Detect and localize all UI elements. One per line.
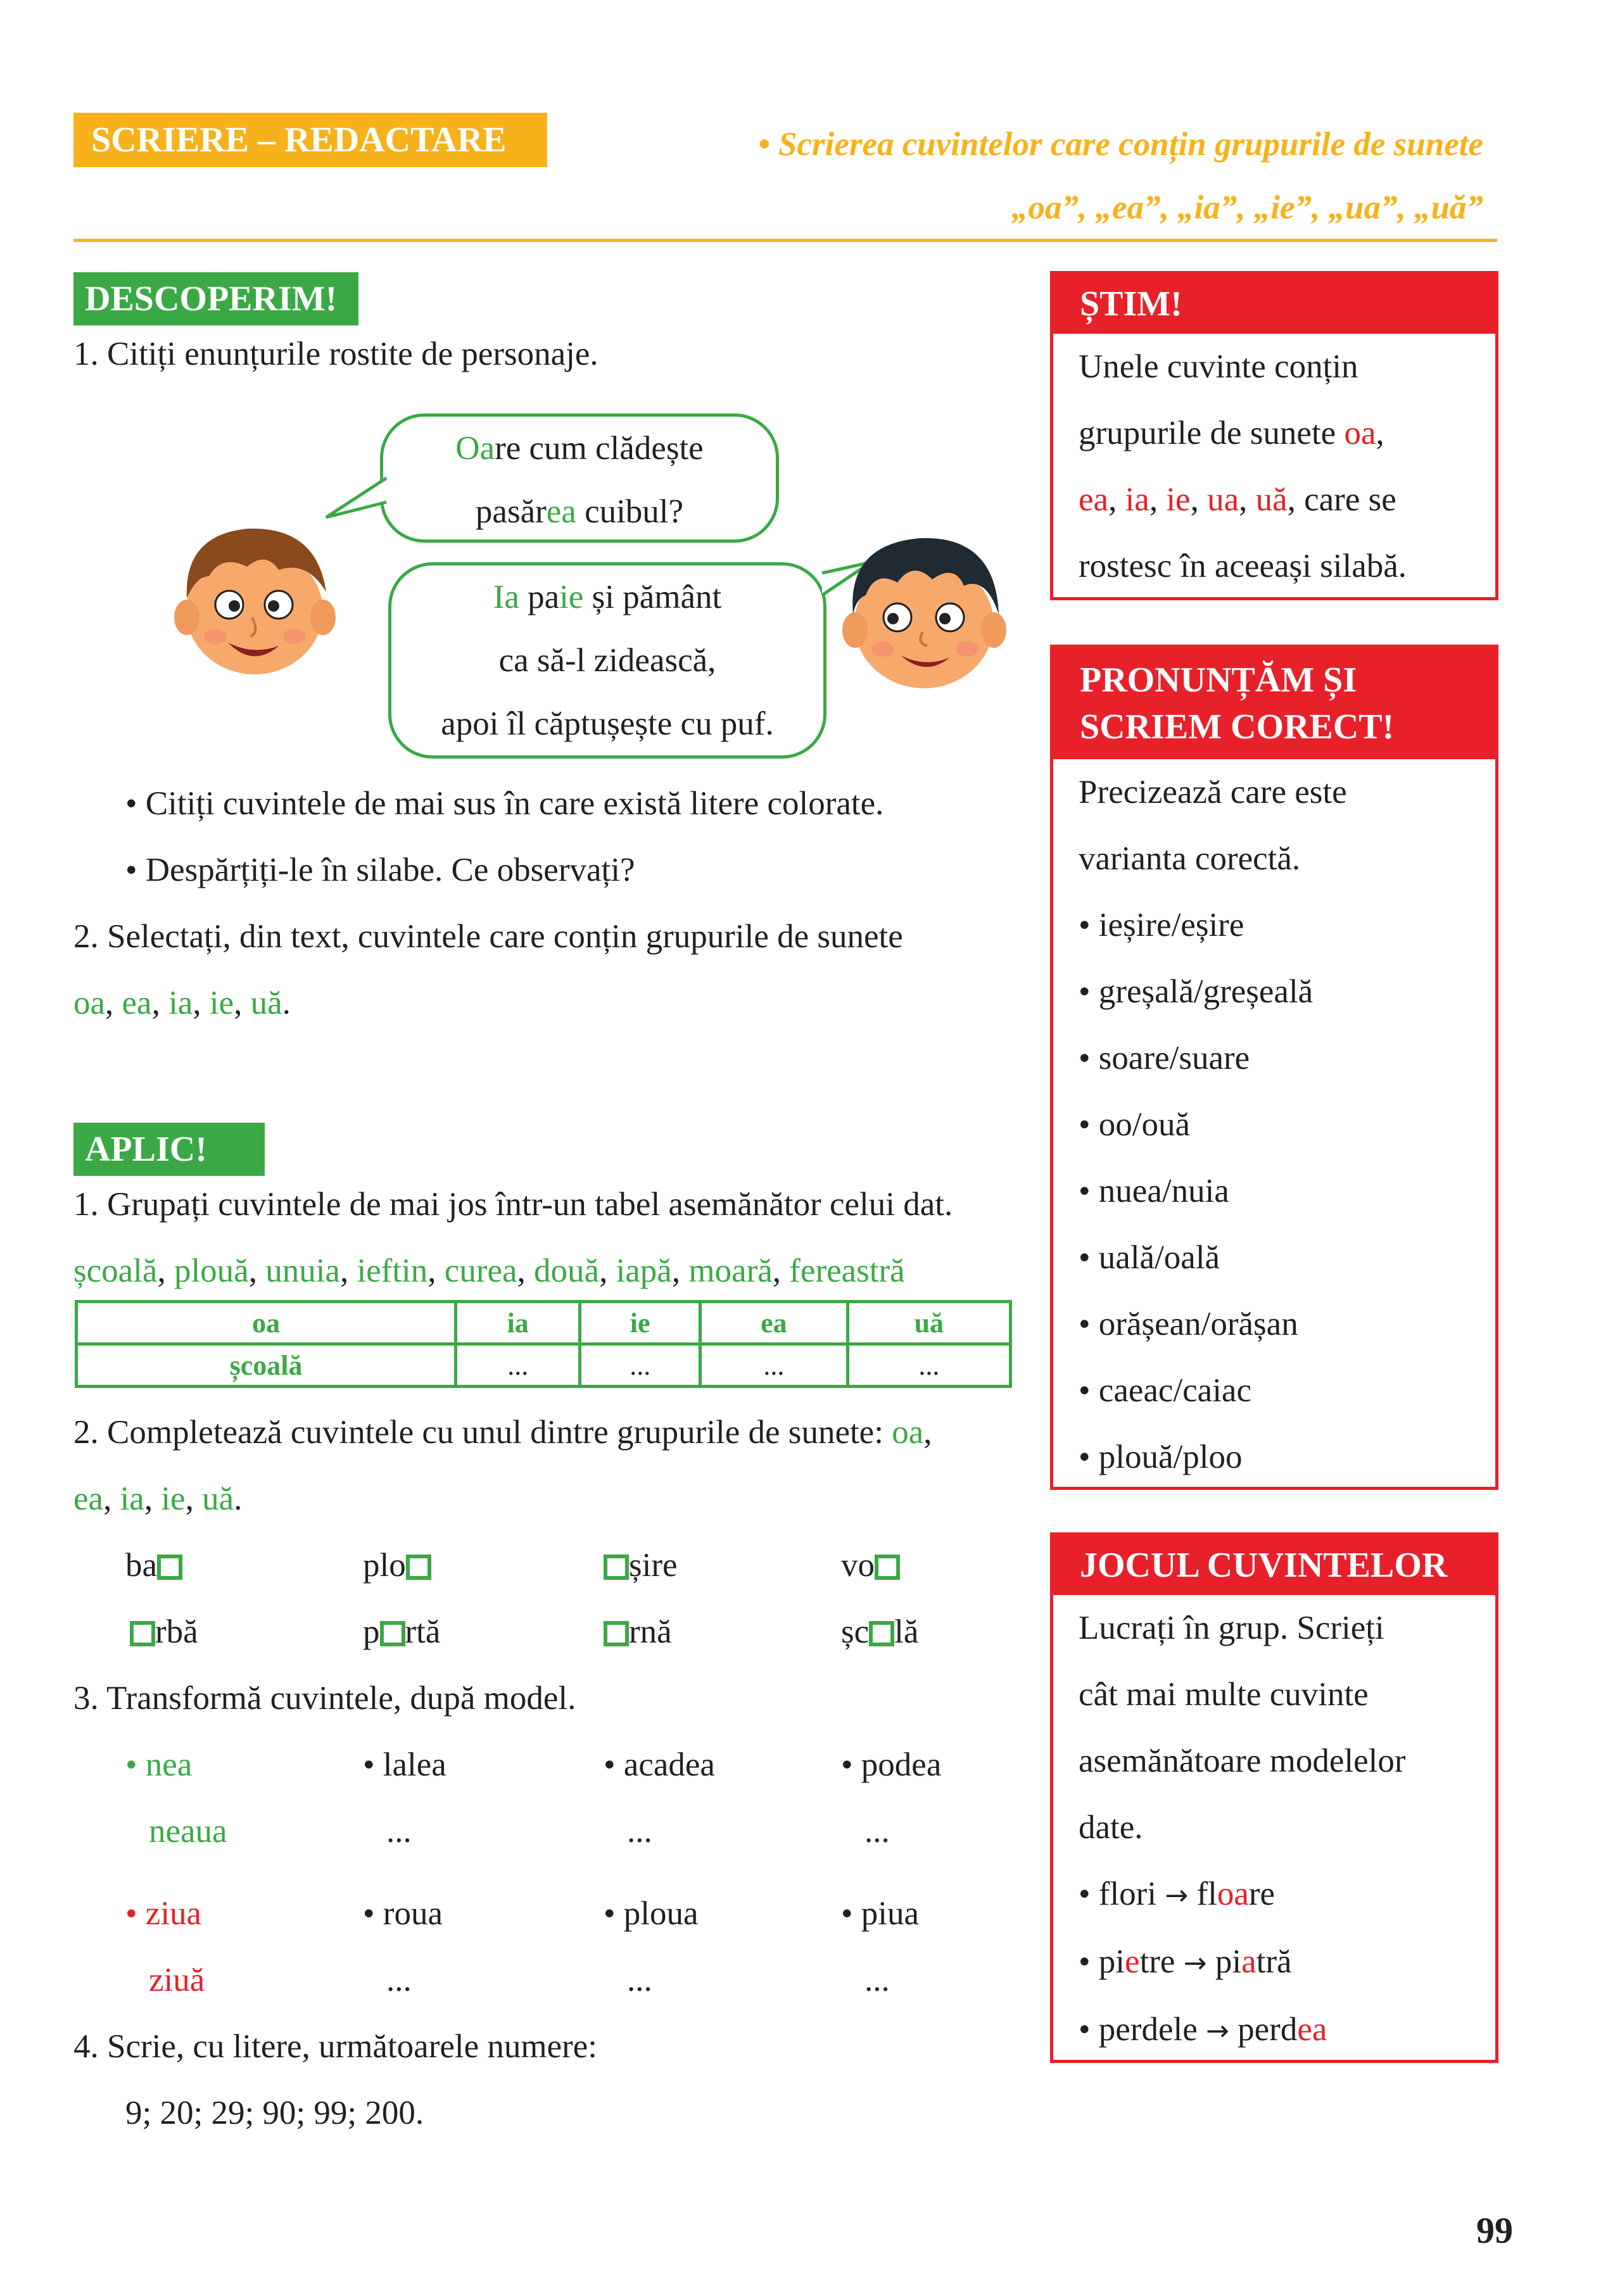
apply-q4: 4. Scrie, cu litere, următoarele numere: [73,2028,598,2065]
bubble1-text1: re cum clădește [495,430,704,467]
fill-word-part: rtă [405,1613,441,1650]
grouping-table [75,1300,1012,1388]
answer-placeholder: ... [627,1962,652,1998]
bubble1-text2: pasăr [475,493,547,530]
example-word: fl [1196,1876,1217,1912]
wordgame-box [1050,1532,1498,2063]
group-ea: ea [122,985,152,1021]
page-number: 99 [1476,2210,1513,2251]
fill-word[interactable] [841,1599,918,1665]
list-item: • nuea/nuia [1079,1173,1229,1209]
fill-word-part: p [363,1613,380,1650]
list-item: • plouă/ploo [1079,1439,1243,1475]
table-cell: ... [700,1344,848,1387]
list-item: • greșală/greșeală [1079,973,1314,1010]
pronounce-intro: varianta corectă. [1079,840,1301,877]
wordgame-example [1079,1861,1470,1929]
example-word: perd [1238,2011,1298,2048]
fill-word-part: șc [841,1613,870,1650]
fill-word-part: plo [363,1547,406,1584]
discover-q1: 1. Citiți enunțurile rostite de personaje. [73,336,598,372]
fill-word[interactable] [604,1599,672,1665]
blank-box[interactable] [130,1621,155,1646]
stim-text: , care se [1287,481,1396,518]
apply-title: APLIC! [73,1123,265,1176]
word: plouă [174,1252,249,1289]
bubble2-line3: apoi îl căptușește cu puf. [441,705,774,742]
wordgame-line: cât mai multe cuvinte [1079,1676,1369,1713]
wordgame-example [1079,1929,1470,1996]
stim-title: ȘTIM! [1053,274,1495,334]
stim-line3: ea, ia, ie, ua, uă, care se [1079,481,1396,518]
table-cell: școală [77,1344,456,1387]
stim-body [1053,334,1495,600]
model-word: • ziua [125,1895,202,1932]
word: ieftin [357,1252,428,1289]
lesson-topic [758,113,1483,239]
arrow-right-icon: → [1206,2015,1229,2047]
example-group: ea [1297,2011,1327,2048]
discover-q2: 2. Selectați, din text, cuvintele care conțin grupurile de sunete [73,918,903,955]
answer-placeholder: ... [864,1962,890,1998]
pronounce-title [1053,648,1495,759]
boy-face-right-illustration [837,526,1011,693]
stim-line4: rostesc în aceeași silabă. [1079,548,1407,584]
bubble2-line2: ca să-l zidească, [498,642,716,679]
table-header-row [77,1302,1011,1344]
word: școală [73,1252,158,1289]
list-item: • soare/suare [1079,1040,1250,1076]
section-badge: SCRIERE – REDACTARE [73,113,547,167]
stim-line2: grupurile de sunete oa, [1079,415,1384,451]
group-oa: oa [73,985,106,1021]
answer-placeholder: ... [864,1813,890,1850]
word: iapă [616,1252,672,1289]
word: unuia [265,1252,340,1289]
boy-face-left-illustration [171,516,339,681]
group-ie: ie [161,1480,186,1517]
transform-word: • lalea [363,1746,446,1783]
pronounce-box [1050,645,1498,1490]
stim-oa: oa [1344,415,1376,451]
apply-q2-text: 2. Completează cuvintele cu unul dintre grupurile de sunete: [73,1414,883,1451]
discover-bullet2: • Despărțiți-le în silabe. Ce observați? [125,852,635,888]
arrow-right-icon: → [1183,1947,1207,1979]
transform-word: • roua [363,1895,443,1932]
fill-word[interactable] [604,1532,678,1599]
stim-group: ea [1079,481,1109,518]
pronounce-intro: Precizează care este [1079,774,1347,811]
discover-title: DESCOPERIM! [73,272,358,325]
fill-word-part: lă [894,1613,919,1650]
transform-word: • acadea [604,1746,715,1783]
wordgame-line: asemănătoare modelelor [1079,1743,1406,1779]
apply-q4-numbers: 9; 20; 29; 90; 99; 200. [125,2095,424,2131]
table-cell: ... [456,1344,580,1387]
bubble2-text1: pa [519,579,560,615]
fill-word[interactable] [363,1532,431,1599]
blank-box[interactable] [406,1555,431,1580]
fill-word-part: rnă [629,1613,672,1650]
example-word: • flori [1079,1876,1157,1912]
example-group: oa [1217,1876,1249,1912]
stim-group: ie [1166,481,1191,518]
bubble2-ie: ie [559,579,584,615]
example-word: re [1248,1876,1276,1912]
table-header: ia [456,1302,580,1344]
group-ia: ia [168,985,193,1021]
wordgame-body [1053,1595,1495,2064]
table-header: ea [700,1302,848,1344]
fill-word[interactable] [363,1599,440,1665]
bubble2-ia: Ia [493,579,519,615]
blank-box[interactable] [604,1555,629,1580]
model-result: neaua [149,1813,227,1850]
group-ua: uă [202,1480,234,1517]
table-header: oa [77,1302,456,1344]
apply-q2: 2. Completează cuvintele cu unul dintre grupurile de sunete: oa, [73,1414,932,1451]
list-item: • oo/ouă [1079,1106,1191,1143]
blank-box[interactable] [875,1555,900,1580]
bubble2-text2: și pământ [583,579,722,615]
bubble1-tail [323,472,393,522]
blank-box[interactable] [380,1621,405,1646]
blank-box[interactable] [157,1555,182,1580]
example-group: e [1125,1943,1140,1980]
bubble1-ea: ea [546,493,576,530]
blank-box[interactable] [869,1621,894,1646]
discover-bullet1: • Citiți cuvintele de mai sus în care există litere colorate. [125,785,884,822]
apply-q2-groups: ea, ia, ie, uă. [73,1480,243,1517]
list-item: • uală/oală [1079,1239,1220,1276]
wordgame-line: Lucrați în grup. Scrieți [1079,1610,1384,1646]
example-group: a [1241,1943,1257,1980]
pronounce-title-line2: SCRIEM CORECT! [1080,707,1395,747]
transform-word: • piua [841,1895,920,1932]
transform-word: • podea [841,1746,942,1783]
speech-bubble-2 [388,562,826,759]
table-row [77,1344,1011,1387]
example-word: • perdele [1079,2011,1198,2048]
header-divider [73,239,1497,242]
bubble1-oa: Oa [455,430,495,467]
example-word: tră [1256,1943,1292,1980]
wordgame-title: JOCUL CUVINTELOR [1053,1536,1495,1595]
word: două [534,1252,600,1289]
list-item: • ieșire/eșire [1079,907,1244,943]
fill-word[interactable] [841,1532,900,1599]
stim-text: grupurile de sunete [1079,415,1345,451]
arrow-right-icon: → [1165,1879,1189,1912]
word: fereastră [789,1252,905,1289]
wordgame-example [1079,1996,1470,2064]
apply-q3: 3. Transformă cuvintele, după model. [73,1680,576,1717]
lesson-topic-line2: „oa”, „ea”, „ia”, „ie”, „ua”, „uă” [1011,189,1483,226]
word: moară [688,1252,773,1289]
pronounce-title-line1: PRONUNȚĂM ȘI [1080,660,1357,700]
table-cell: ... [847,1344,1010,1387]
discover-q2-groups: oa, ea, ia, ie, uă. [73,985,291,1021]
fill-word-part: șire [629,1547,678,1584]
apply-q1: 1. Grupați cuvintele de mai jos într-un tabel asemănător celui dat. [73,1186,953,1223]
wordgame-line: date. [1079,1809,1143,1846]
answer-placeholder: ... [386,1813,412,1850]
answer-placeholder: ... [627,1813,652,1850]
lesson-topic-line1: • Scrierea cuvintelor care conțin grupurile de sunete [758,126,1483,163]
example-word: tre [1139,1943,1175,1980]
group-ea: ea [73,1480,104,1517]
answer-placeholder: ... [386,1962,412,1998]
fill-word-part: rbă [155,1613,198,1650]
fill-word[interactable] [125,1532,182,1599]
transform-word: • ploua [604,1895,699,1932]
group-oa: oa [892,1414,924,1451]
apply-q1-words: școală, plouă, unuia, ieftin, curea, două, iapă, moară, fereastră [73,1252,905,1289]
stim-group: ia [1125,481,1149,518]
model-word: • nea [125,1746,193,1783]
example-word: • pi [1079,1943,1125,1980]
pronounce-body [1053,759,1495,1491]
fill-word[interactable] [130,1599,198,1665]
group-ie: ie [209,985,234,1021]
word: curea [444,1252,517,1289]
fill-word-part: ba [125,1547,158,1584]
stim-group: ua [1207,481,1239,518]
bubble1-text3: cuibul? [576,493,684,530]
group-ua: uă [250,985,282,1021]
stim-group: uă [1255,481,1288,518]
blank-box[interactable] [604,1621,629,1646]
list-item: • orășean/orășan [1079,1306,1298,1342]
speech-bubble-1 [380,413,779,543]
table-cell: ... [580,1344,700,1387]
stim-line1: Unele cuvinte conțin [1079,348,1358,385]
list-item: • caeac/caiac [1079,1372,1251,1409]
table-header: uă [847,1302,1010,1344]
table-header: ie [580,1302,700,1344]
group-ia: ia [120,1480,144,1517]
example-word: pi [1215,1943,1242,1980]
fill-word-part: vo [841,1547,875,1584]
stim-box [1050,271,1498,600]
model-result: ziuă [149,1962,205,1998]
